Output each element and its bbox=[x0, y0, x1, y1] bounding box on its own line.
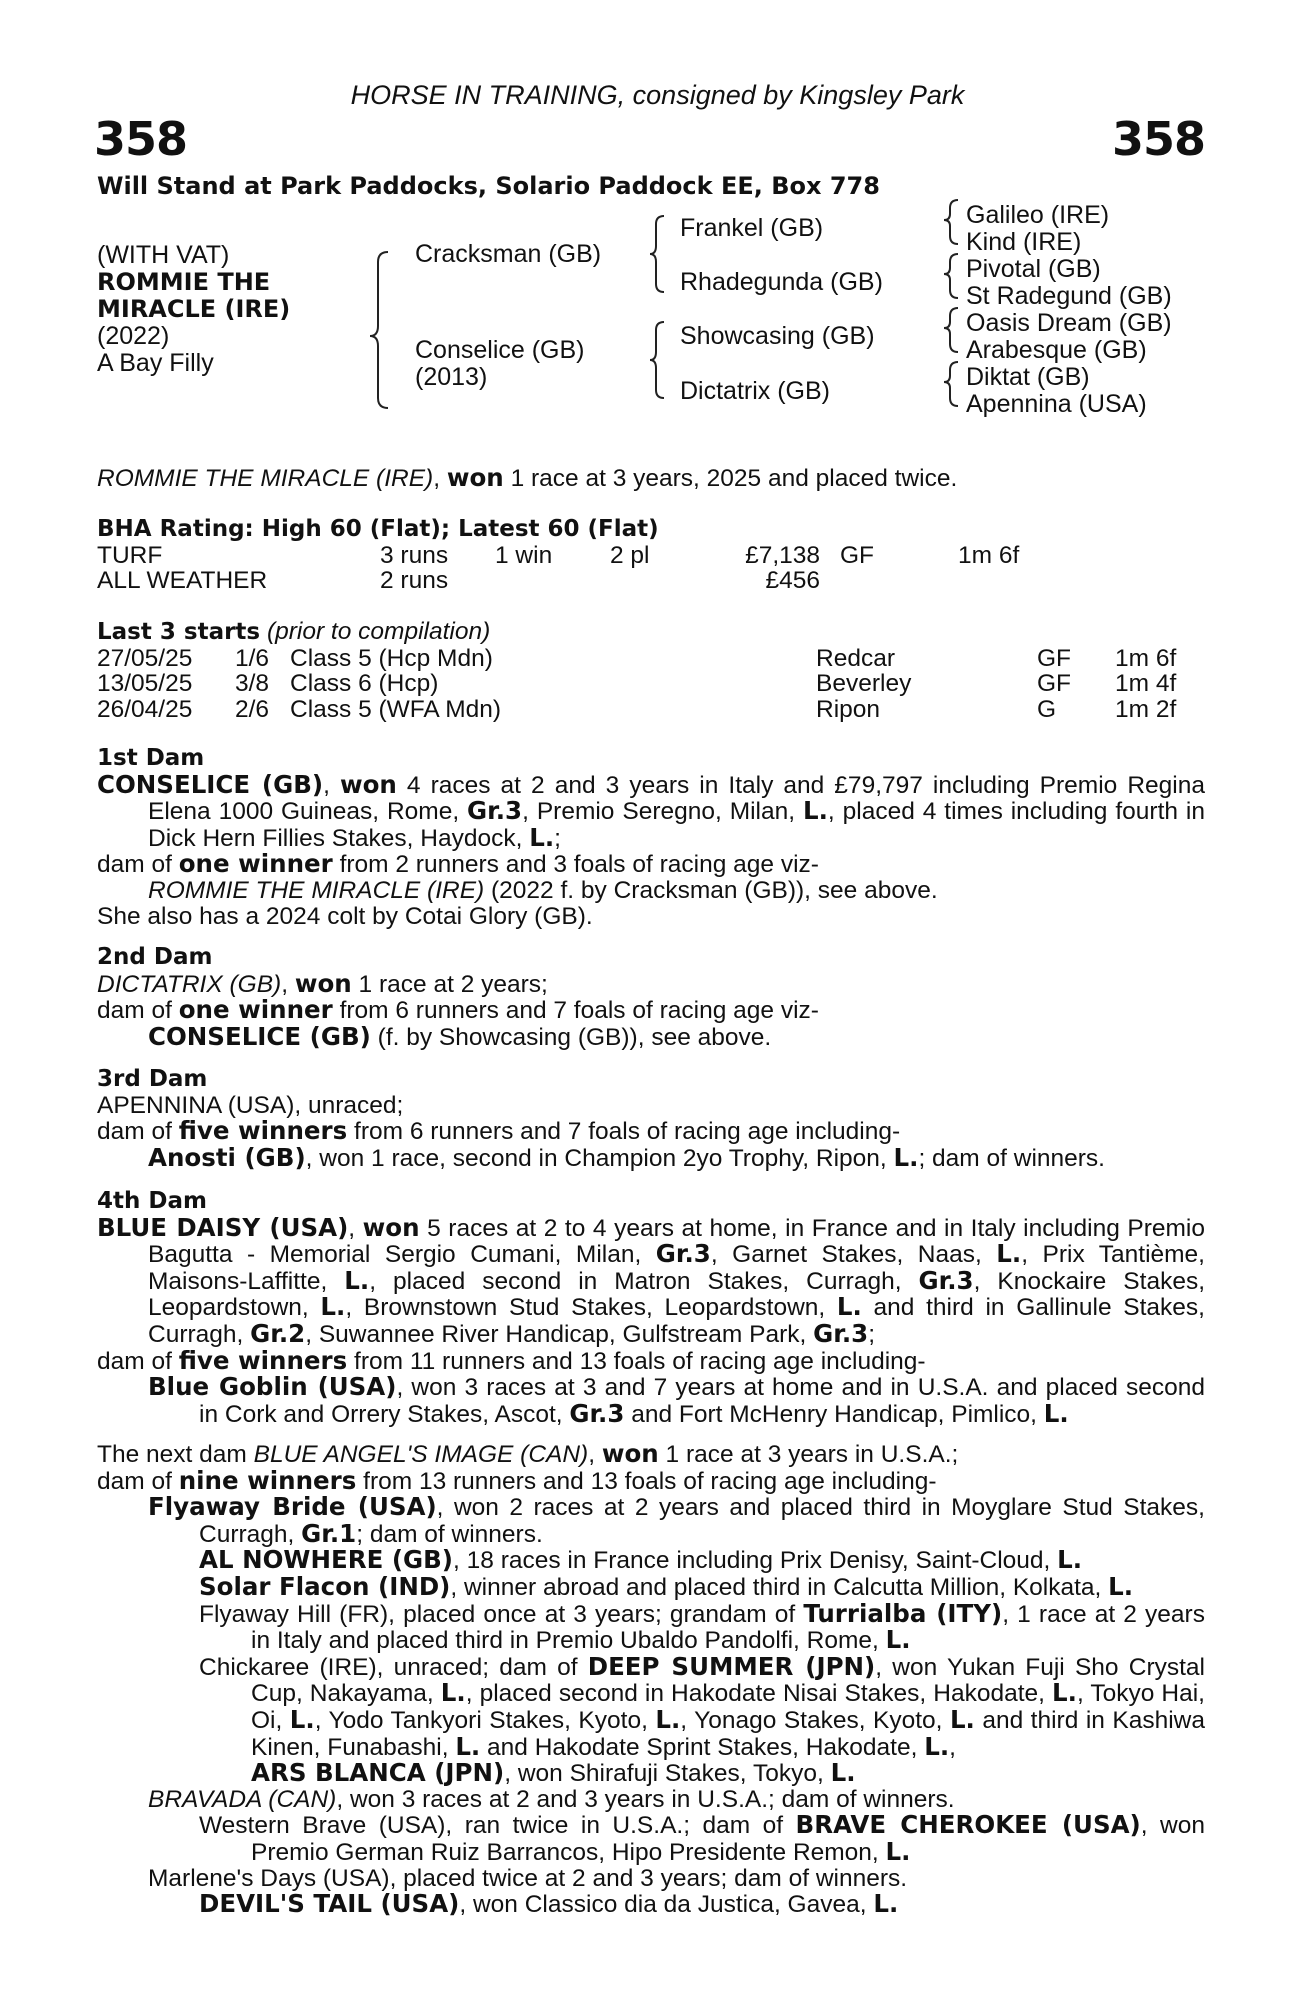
progeny-flyaway-bride bbox=[97, 1494, 1205, 1547]
listed-label: L. bbox=[529, 822, 555, 852]
start-date: 26/04/25 bbox=[97, 695, 193, 723]
progeny-chickaree bbox=[97, 1651, 1205, 1761]
progeny-text: Flyaway Hill (FR), placed once at 3 years; grandam of bbox=[199, 1600, 804, 1628]
g-brace-4 bbox=[944, 362, 958, 406]
listed-label: L. bbox=[996, 1239, 1022, 1269]
produce-text: dam of bbox=[97, 997, 179, 1025]
progeny-text: (2022 f. by Cracksman (GB)), see above. bbox=[484, 876, 938, 904]
g-brace-1 bbox=[944, 200, 958, 244]
winners-count: five winners bbox=[178, 1345, 348, 1375]
lot-number-left: 358 bbox=[94, 112, 188, 166]
ancestor-4: St Radegund (GB) bbox=[966, 282, 1172, 310]
rating-wins: 1 win bbox=[495, 541, 553, 569]
listed-label: L. bbox=[455, 1731, 481, 1761]
listed-label: L. bbox=[802, 796, 828, 826]
produce-text: from 11 runners and 13 foals of racing age including- bbox=[347, 1347, 926, 1375]
next-dam-section bbox=[97, 1441, 1205, 1918]
listed-label: L. bbox=[320, 1292, 346, 1322]
listed-label: L. bbox=[1052, 1678, 1077, 1708]
next-dam-name: BLUE ANGEL'S IMAGE (CAN) bbox=[253, 1441, 589, 1468]
table-row bbox=[97, 568, 1019, 594]
table-row bbox=[97, 697, 1176, 723]
grade-label: Gr.3 bbox=[569, 1398, 625, 1428]
winners-count: one winner bbox=[178, 849, 333, 879]
progeny-name: ARS BLANCA (JPN) bbox=[251, 1758, 505, 1788]
progeny-text: , won 2 races at 2 years and placed third in Moyglare Stud Stakes, Curragh, bbox=[199, 1494, 1205, 1548]
sire-sire: Frankel (GB) bbox=[680, 214, 824, 242]
ancestor-1: Galileo (IRE) bbox=[966, 201, 1110, 229]
progeny-flyaway-hill bbox=[97, 1598, 1205, 1655]
start-date: 27/05/25 bbox=[97, 644, 193, 672]
ancestor-6: Arabesque (GB) bbox=[966, 336, 1147, 364]
listed-label: L. bbox=[924, 1731, 950, 1761]
record-text: and third in Gallinule Stakes, Curragh, bbox=[148, 1294, 1205, 1348]
sire-brace bbox=[650, 216, 664, 292]
summary-rest: 1 race at 3 years, 2025 and placed twice. bbox=[503, 465, 958, 492]
won-label: won bbox=[362, 1212, 420, 1242]
listed-label: L. bbox=[949, 1704, 975, 1734]
rating-prize: £7,138 bbox=[745, 541, 820, 569]
record-text: , Prix Tantième, Maisons-Laffitte, bbox=[148, 1241, 1205, 1295]
record-text: , Suwannee River Handicap, Gulfstream Park, bbox=[305, 1320, 814, 1348]
sire-dam: Rhadegunda (GB) bbox=[680, 268, 883, 296]
grade-label: Gr.3 bbox=[918, 1265, 974, 1295]
progeny-name: BRAVADA (CAN) bbox=[148, 1785, 337, 1813]
second-dam-record bbox=[97, 968, 1205, 998]
grade-label: Gr.3 bbox=[813, 1318, 869, 1348]
rating-wins bbox=[495, 568, 610, 594]
produce-text: from 6 runners and 7 foals of racing age viz- bbox=[332, 997, 819, 1025]
rating-prize: £456 bbox=[765, 567, 820, 595]
start-course: Beverley bbox=[816, 670, 912, 698]
dam-year: (2013) bbox=[415, 363, 488, 391]
produce-text: dam of bbox=[97, 1118, 179, 1146]
record-text: 1 race at 2 years; bbox=[351, 970, 548, 998]
progeny-text: , Yodo Tankyori Stakes, Kyoto, bbox=[314, 1706, 656, 1734]
first-dam-progeny bbox=[97, 878, 1205, 904]
progeny-text: ; dam of winners. bbox=[356, 1520, 543, 1548]
progeny-text: , bbox=[949, 1733, 956, 1761]
progeny-al-nowhere bbox=[97, 1547, 1205, 1574]
listed-label: L. bbox=[1057, 1545, 1083, 1575]
record-text: , Knockaire Stakes, Leopardstown, bbox=[148, 1267, 1205, 1322]
fourth-dam-produce bbox=[97, 1345, 1205, 1375]
start-distance: 1m 6f bbox=[1115, 644, 1177, 672]
winners-count: one winner bbox=[178, 995, 333, 1025]
rating-going: GF bbox=[840, 541, 875, 569]
third-dam-produce bbox=[97, 1118, 1205, 1145]
progeny-text: , won 3 races at 3 and 7 years at home and in U.S.A. and placed second in Cork and Orrery Stakes, Ascot, bbox=[199, 1374, 1205, 1428]
progeny-text: Western Brave (USA), ran twice in U.S.A.; dam of bbox=[199, 1812, 796, 1840]
third-dam-record: APENNINA (USA), unraced; bbox=[97, 1091, 404, 1119]
record-text: , Brownstown Stud Stakes, Leopardstown, bbox=[345, 1294, 837, 1322]
grade-label: Gr.1 bbox=[301, 1518, 357, 1548]
progeny-ars-blanca bbox=[97, 1760, 1205, 1787]
winners-count: nine winners bbox=[178, 1465, 357, 1495]
pedigree-brackets bbox=[0, 0, 1315, 430]
winners-count: five winners bbox=[178, 1116, 348, 1146]
record-text: , Premio Seregno, Milan, bbox=[522, 798, 803, 826]
race-summary: ROMMIE THE MIRACLE (IRE), won 1 race at 3 years, 2025 and placed twice. bbox=[97, 463, 958, 492]
progeny-marlenes-days: Marlene's Days (USA), placed twice at 2 and 3 years; dam of winners. bbox=[148, 1864, 908, 1892]
progeny-name: Turrialba (ITY) bbox=[803, 1598, 1003, 1628]
second-dam-heading: 2nd Dam bbox=[97, 944, 213, 970]
rating-section bbox=[97, 517, 1205, 594]
progeny-text: , placed second in Hakodate Nisai Stakes, Hakodate, bbox=[465, 1680, 1053, 1708]
progeny-text: , 1 race at 2 years in Italy and placed third in Premio Ubaldo Pandolfi, Rome, bbox=[251, 1600, 1205, 1655]
record-text: , placed second in Matron Stakes, Curragh, bbox=[369, 1267, 919, 1295]
progeny-text: , won Premio German Ruiz Barrancos, Hipo Presidente Remon, bbox=[251, 1812, 1205, 1866]
start-course: Redcar bbox=[816, 644, 895, 672]
progeny-text: , won 1 race, second in Champion 2yo Trophy, Ripon, bbox=[305, 1144, 894, 1172]
progeny-text: ; dam of winners. bbox=[918, 1144, 1105, 1172]
second-dam-section bbox=[97, 945, 1205, 1050]
second-dam-produce bbox=[97, 997, 1205, 1024]
horse-name-line2: MIRACLE (IRE) bbox=[97, 295, 291, 323]
progeny-name: ROMMIE THE MIRACLE (IRE) bbox=[148, 876, 485, 904]
first-dam-produce bbox=[97, 851, 1205, 878]
progeny-name: AL NOWHERE (GB) bbox=[199, 1545, 454, 1575]
lot-number-right: 358 bbox=[1111, 112, 1205, 166]
dam-brace bbox=[650, 322, 664, 398]
summary-won: won bbox=[446, 463, 504, 492]
progeny-text: , Yonago Stakes, Kyoto, bbox=[680, 1706, 950, 1734]
rating-runs: 3 runs bbox=[380, 541, 449, 569]
rating-surface: TURF bbox=[97, 541, 163, 569]
rating-surface: ALL WEATHER bbox=[97, 567, 268, 595]
first-dam-also: She also has a 2024 colt by Cotai Glory (GB). bbox=[97, 902, 593, 930]
ancestor-8: Apennina (USA) bbox=[966, 390, 1147, 418]
listed-label: L. bbox=[873, 1889, 899, 1919]
grade-label: Gr.3 bbox=[467, 796, 523, 826]
listed-label: L. bbox=[885, 1836, 911, 1866]
progeny-solar-flacon bbox=[97, 1571, 1205, 1601]
third-dam-progeny bbox=[97, 1142, 1205, 1172]
start-distance: 1m 4f bbox=[1115, 670, 1177, 698]
last-starts-heading: Last 3 starts bbox=[97, 619, 261, 645]
grade-label: Gr.3 bbox=[655, 1239, 711, 1269]
last-starts-table bbox=[97, 646, 1176, 723]
start-race: Class 6 (Hcp) bbox=[290, 670, 439, 698]
listed-label: L. bbox=[289, 1704, 315, 1734]
listed-label: L. bbox=[836, 1292, 862, 1322]
rating-distance: 1m 6f bbox=[958, 541, 1020, 569]
produce-text: from 2 runners and 3 foals of racing age viz- bbox=[332, 851, 819, 879]
progeny-text: , won Yukan Fuji Sho Crystal Cup, Nakayama, bbox=[251, 1653, 1205, 1708]
separator: , bbox=[281, 970, 295, 998]
table-row bbox=[97, 671, 1176, 697]
start-position: 1/6 bbox=[235, 644, 270, 672]
table-row bbox=[97, 646, 1176, 672]
progeny-bravada bbox=[97, 1787, 1205, 1813]
start-going: GF bbox=[1037, 644, 1072, 672]
dam-name: Conselice (GB) bbox=[415, 336, 585, 364]
produce-text: dam of bbox=[97, 851, 179, 879]
progeny-text: and third in Kashiwa Kinen, Funabashi, bbox=[251, 1706, 1205, 1761]
ancestor-2: Kind (IRE) bbox=[966, 228, 1082, 256]
progeny-text: , Tokyo Hai, Oi, bbox=[251, 1680, 1205, 1734]
horse-name-line1: ROMMIE THE bbox=[97, 268, 271, 296]
rating-heading: BHA Rating: High 60 (Flat); Latest 60 (Flat) bbox=[97, 516, 659, 542]
record-text: , placed 4 times including fourth in Dick Hern Fillies Stakes, Haydock, bbox=[148, 798, 1205, 852]
separator: , bbox=[348, 1214, 363, 1242]
progeny-text: , winner abroad and placed third in Calcutta Million, Kolkata, bbox=[450, 1573, 1109, 1601]
listed-label: L. bbox=[893, 1142, 919, 1172]
listed-label: L. bbox=[344, 1265, 370, 1295]
start-course: Ripon bbox=[816, 695, 881, 723]
first-dam-name: CONSELICE (GB) bbox=[97, 769, 324, 799]
table-row bbox=[97, 543, 1019, 569]
catalogue-header: HORSE IN TRAINING, consigned by Kingsley Park bbox=[350, 80, 965, 110]
record-text: , Garnet Stakes, Naas, bbox=[710, 1241, 997, 1269]
next-dam-record bbox=[97, 1441, 1205, 1468]
start-date: 13/05/25 bbox=[97, 670, 193, 698]
first-dam-heading: 1st Dam bbox=[97, 745, 205, 771]
main-brace bbox=[370, 252, 388, 408]
progeny-name: DEEP SUMMER (JPN) bbox=[587, 1651, 876, 1681]
listed-label: L. bbox=[440, 1678, 466, 1708]
rating-distance bbox=[958, 568, 1019, 594]
next-dam-produce bbox=[97, 1465, 1205, 1495]
stand-location: Will Stand at Park Paddocks, Solario Paddock EE, Box 778 bbox=[97, 172, 880, 200]
progeny-text: , won Classico dia da Justica, Gavea, bbox=[459, 1891, 874, 1919]
record-text: 1 race at 3 years in U.S.A.; bbox=[658, 1441, 959, 1468]
fourth-dam-progeny bbox=[97, 1374, 1205, 1427]
listed-label: L. bbox=[1043, 1398, 1069, 1428]
fourth-dam-record bbox=[97, 1212, 1205, 1348]
won-label: won bbox=[601, 1439, 659, 1468]
horse-year: (2022) bbox=[97, 322, 170, 350]
progeny-name: CONSELICE (GB) bbox=[148, 1021, 371, 1051]
won-label: won bbox=[339, 769, 397, 799]
fourth-dam-name: BLUE DAISY (USA) bbox=[97, 1212, 349, 1242]
listed-label: L. bbox=[655, 1704, 681, 1734]
won-label: won bbox=[294, 968, 352, 998]
progeny-name: Anosti (GB) bbox=[148, 1142, 306, 1172]
start-position: 3/8 bbox=[235, 670, 270, 698]
last-starts-note: (prior to compilation) bbox=[266, 618, 491, 645]
progeny-text: and Hakodate Sprint Stakes, Hakodate, bbox=[480, 1733, 925, 1761]
progeny-name: Flyaway Bride (USA) bbox=[148, 1492, 437, 1522]
rating-runs: 2 runs bbox=[380, 567, 449, 595]
rating-table bbox=[97, 543, 1019, 594]
second-dam-progeny bbox=[97, 1021, 1205, 1051]
produce-text: from 13 runners and 13 foals of racing age including- bbox=[356, 1467, 937, 1495]
sire-name: Cracksman (GB) bbox=[415, 240, 602, 268]
second-dam-name: DICTATRIX (GB) bbox=[97, 970, 282, 998]
separator: , bbox=[588, 1441, 602, 1468]
horse-description: A Bay Filly bbox=[97, 349, 214, 377]
first-dam-section bbox=[97, 746, 1205, 929]
first-dam-record: CONSELICE (GB), won 4 races at 2 and 3 years in Italy and £79,797 including Premio Regina Elena 1000 Guineas, Rome, Gr.3, Premio Seregno, Milan, L., placed 4 times including fourth in Dick Hern Fillies Stakes, Haydock, L.; bbox=[97, 769, 1205, 852]
progeny-name: Solar Flacon (IND) bbox=[199, 1571, 451, 1601]
dam-sire: Showcasing (GB) bbox=[680, 322, 875, 350]
produce-text: from 6 runners and 7 foals of racing age including- bbox=[347, 1118, 901, 1146]
dam-dam: Dictatrix (GB) bbox=[680, 377, 830, 405]
record-text: The next dam bbox=[97, 1441, 254, 1468]
ancestor-3: Pivotal (GB) bbox=[966, 255, 1101, 283]
progeny-text: , won 3 races at 2 and 3 years in U.S.A.; dam of winners. bbox=[336, 1785, 955, 1813]
last-starts-section bbox=[97, 619, 1205, 722]
summary-horse-name: ROMMIE THE MIRACLE (IRE) bbox=[97, 465, 434, 492]
ancestor-5: Oasis Dream (GB) bbox=[966, 309, 1172, 337]
produce-text: dam of bbox=[97, 1347, 179, 1375]
progeny-western-brave bbox=[97, 1812, 1205, 1865]
start-race: Class 5 (WFA Mdn) bbox=[290, 695, 502, 723]
fourth-dam-section bbox=[97, 1189, 1205, 1427]
rating-placed bbox=[610, 568, 705, 594]
start-position: 2/6 bbox=[235, 695, 270, 723]
start-race: Class 5 (Hcp Mdn) bbox=[290, 644, 493, 672]
produce-text: dam of bbox=[97, 1467, 179, 1495]
grade-label: Gr.2 bbox=[250, 1318, 306, 1348]
progeny-text: Chickaree (IRE), unraced; dam of bbox=[199, 1653, 588, 1681]
third-dam-section bbox=[97, 1067, 1205, 1171]
record-text: ; bbox=[868, 1320, 875, 1348]
record-text: 5 races at 2 to 4 years at home, in France and in Italy including Premio Bagutta - Memorial Sergio Cumani, Milan, bbox=[148, 1214, 1205, 1269]
g-brace-2 bbox=[944, 254, 958, 298]
record-text: 4 races at 2 and 3 years in Italy and £79,797 including Premio Regina Elena 1000 Guineas, Rome, bbox=[148, 771, 1205, 826]
rating-placed: 2 pl bbox=[610, 541, 650, 569]
start-going: G bbox=[1037, 695, 1057, 723]
progeny-text: , won Shirafuji Stakes, Tokyo, bbox=[504, 1760, 831, 1788]
progeny-name: BRAVE CHEROKEE (USA) bbox=[795, 1810, 1141, 1840]
fourth-dam-heading: 4th Dam bbox=[97, 1188, 207, 1214]
progeny-name: Blue Goblin (USA) bbox=[148, 1372, 397, 1402]
vat-label: (WITH VAT) bbox=[97, 241, 230, 269]
listed-label: L. bbox=[1108, 1571, 1134, 1601]
listed-label: L. bbox=[885, 1625, 911, 1655]
progeny-text: , 18 races in France including Prix Denisy, Saint-Cloud, bbox=[453, 1547, 1058, 1575]
third-dam-heading: 3rd Dam bbox=[97, 1066, 208, 1092]
start-going: GF bbox=[1037, 670, 1072, 698]
record-text: ; bbox=[554, 824, 561, 852]
listed-label: L. bbox=[830, 1758, 856, 1788]
progeny-text: (f. by Showcasing (GB)), see above. bbox=[370, 1023, 772, 1051]
start-distance: 1m 2f bbox=[1115, 695, 1177, 723]
progeny-text: and Fort McHenry Handicap, Pimlico, bbox=[624, 1400, 1044, 1428]
progeny-devils-tail bbox=[97, 1891, 1205, 1918]
ancestor-7: Diktat (GB) bbox=[966, 363, 1090, 391]
progeny-name: DEVIL'S TAIL (USA) bbox=[199, 1889, 460, 1919]
rating-going bbox=[840, 568, 958, 594]
g-brace-3 bbox=[944, 308, 958, 352]
